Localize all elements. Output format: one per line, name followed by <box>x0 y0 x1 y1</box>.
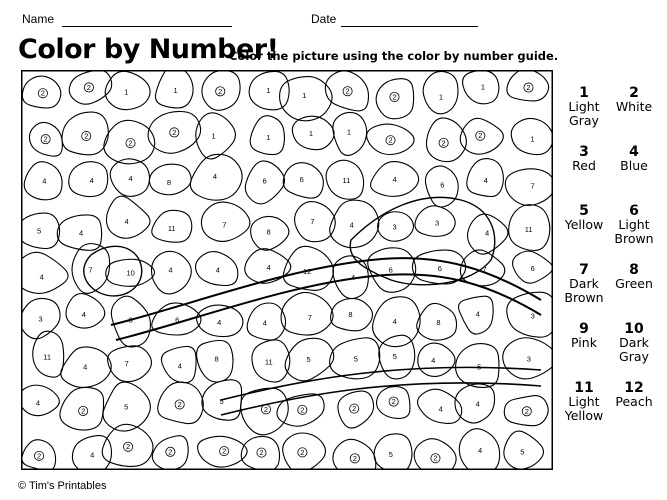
region-number: 2 <box>126 442 131 452</box>
region-number: 5 <box>392 352 397 362</box>
picture-region <box>418 343 455 376</box>
legend-color-name: Dark <box>619 335 649 350</box>
region-number: 8 <box>166 177 172 187</box>
legend-number: 4 <box>629 144 639 160</box>
legend-item-4 <box>606 145 662 173</box>
region-number: 2 <box>526 83 531 93</box>
name-label: Name <box>22 12 55 26</box>
picture-region <box>292 116 334 150</box>
region-number: 4 <box>89 176 94 186</box>
legend-number: 12 <box>624 380 644 396</box>
legend-color-name: Blue <box>620 158 648 173</box>
region-number: 2 <box>300 405 305 415</box>
legend-number: 1 <box>579 85 589 101</box>
region-number: 3 <box>526 354 531 364</box>
region-number: 11 <box>264 357 273 367</box>
picture-region <box>505 169 553 206</box>
region-number: 1 <box>124 87 129 97</box>
legend-number: 7 <box>579 262 589 278</box>
region-number: 8 <box>128 315 133 325</box>
region-number: 5 <box>388 450 393 460</box>
region-number: 2 <box>388 135 393 145</box>
region-number: 3 <box>434 218 440 228</box>
instructions-text: Color the picture using the color by number guide. <box>229 49 559 63</box>
region-number: 1 <box>480 82 486 92</box>
region-number: 4 <box>262 318 267 328</box>
region-number: 11 <box>43 352 52 362</box>
region-number: 4 <box>215 265 220 275</box>
region-number: 2 <box>524 406 529 416</box>
legend-number: 10 <box>624 321 644 337</box>
legend-item-10 <box>606 322 662 364</box>
region-number: 7 <box>222 220 227 230</box>
region-number: 7 <box>482 265 487 275</box>
legend-item-1 <box>556 86 612 128</box>
region-number: 2 <box>263 404 269 414</box>
region-number: 2 <box>478 131 483 141</box>
region-number: 5 <box>477 362 482 372</box>
legend-item-11 <box>556 381 612 423</box>
region-number: 6 <box>530 264 535 274</box>
region-number: 2 <box>177 399 182 409</box>
legend-item-5 <box>556 204 612 232</box>
region-number: 1 <box>308 129 314 139</box>
legend-item-2 <box>606 86 662 114</box>
region-number: 6 <box>388 265 393 275</box>
region-number: 2 <box>172 127 177 137</box>
legend-color-name: Peach <box>615 394 653 409</box>
region-number: 2 <box>36 451 42 461</box>
legend-color-name: Pink <box>571 335 597 350</box>
region-number: 12 <box>302 266 312 276</box>
region-number: 5 <box>306 354 311 364</box>
region-number: 5 <box>124 402 129 412</box>
region-number: 3 <box>530 311 535 321</box>
picture-region <box>295 202 336 242</box>
region-number: 4 <box>349 220 354 230</box>
region-number: 4 <box>438 404 443 414</box>
legend-item-7 <box>556 263 612 305</box>
region-number: 1 <box>266 85 271 95</box>
region-number: 1 <box>302 91 307 101</box>
region-number: 4 <box>81 309 86 319</box>
legend-color-name: Gray <box>619 349 649 364</box>
region-number: 4 <box>124 217 129 227</box>
region-number: 4 <box>128 173 133 183</box>
legend-color-name: Dark <box>569 276 599 291</box>
picture-region <box>374 434 412 470</box>
legend-item-12 <box>606 381 662 409</box>
legend-color-name: White <box>615 99 653 114</box>
legend-color-name: Green <box>615 276 653 291</box>
region-number: 2 <box>128 138 133 148</box>
region-number: 1 <box>530 134 535 144</box>
region-number: 2 <box>300 447 305 457</box>
legend-number: 9 <box>579 321 589 337</box>
region-number: 2 <box>40 88 45 98</box>
region-number: 8 <box>214 354 219 364</box>
legend-item-9 <box>556 322 612 350</box>
region-number: 4 <box>168 265 173 275</box>
region-number: 3 <box>38 314 43 324</box>
legend-color-name: Red <box>572 158 596 173</box>
region-number: 7 <box>530 181 535 191</box>
picture-region <box>108 346 152 382</box>
picture-region <box>21 252 68 293</box>
region-number: 8 <box>348 309 353 319</box>
region-number: 7 <box>307 312 312 322</box>
region-number: 1 <box>211 131 216 141</box>
legend-item-6 <box>606 204 662 246</box>
region-number: 2 <box>218 86 223 96</box>
date-field-line[interactable] <box>341 26 478 27</box>
picture-region <box>21 385 59 416</box>
page-title: Color by Number! <box>18 34 279 65</box>
region-number: 11 <box>342 175 351 185</box>
picture-region <box>221 383 541 415</box>
region-number: 2 <box>391 397 396 407</box>
region-number: 6 <box>299 175 304 185</box>
region-number: 4 <box>483 175 488 185</box>
picture-region <box>330 200 379 247</box>
region-number: 2 <box>259 448 264 458</box>
legend-color-name: Yellow <box>564 217 604 232</box>
region-number: 1 <box>266 133 271 143</box>
color-guide <box>556 86 666 440</box>
region-number: 2 <box>81 406 86 416</box>
region-number: 6 <box>440 180 445 190</box>
copyright-footer: © Tim's Printables <box>18 480 107 492</box>
region-number: 6 <box>262 176 267 186</box>
region-number: 2 <box>352 404 357 414</box>
region-number: 2 <box>43 134 48 144</box>
region-number: 11 <box>167 223 176 233</box>
region-number: 4 <box>35 398 41 408</box>
region-number: 4 <box>475 399 480 409</box>
region-number: 6 <box>437 264 442 274</box>
legend-color-name: Yellow <box>564 408 604 423</box>
region-number: 4 <box>78 228 84 238</box>
region-number: 4 <box>212 172 218 182</box>
legend-number: 8 <box>629 262 639 278</box>
region-number: 3 <box>392 222 397 232</box>
region-number: 7 <box>124 358 129 368</box>
region-number: 11 <box>524 224 533 234</box>
region-number: 2 <box>222 446 227 456</box>
legend-color-name: Light <box>568 394 600 409</box>
region-number: 10 <box>126 268 135 278</box>
region-number: 2 <box>168 447 173 457</box>
region-number: 4 <box>477 446 483 456</box>
legend-color-name: Light <box>618 217 650 232</box>
region-number: 7 <box>310 217 315 227</box>
date-label: Date <box>311 12 337 26</box>
legend-item-3 <box>556 145 612 173</box>
region-number: 4 <box>39 272 44 282</box>
legend-color-name: Brown <box>564 290 604 305</box>
region-number: 4 <box>266 262 271 272</box>
region-number: 4 <box>177 361 182 371</box>
region-number: 4 <box>351 273 356 283</box>
region-number: 8 <box>266 227 271 237</box>
region-number: 5 <box>36 226 42 236</box>
legend-item-8 <box>606 263 662 291</box>
coloring-picture <box>21 70 553 470</box>
region-number: 5 <box>219 397 224 407</box>
region-number: 1 <box>438 92 444 102</box>
region-number: 4 <box>431 356 436 366</box>
legend-number: 5 <box>579 203 589 219</box>
region-number: 1 <box>173 85 178 95</box>
region-number: 5 <box>353 354 358 364</box>
region-number: 2 <box>345 86 350 96</box>
name-field-line[interactable] <box>62 26 232 27</box>
region-number: 2 <box>441 138 446 148</box>
legend-number: 3 <box>579 144 589 160</box>
region-number: 2 <box>352 453 357 463</box>
legend-color-name: Brown <box>614 231 654 246</box>
region-number: 7 <box>88 265 93 275</box>
picture-region <box>69 162 108 197</box>
region-number: 4 <box>83 362 88 372</box>
region-number: 4 <box>484 228 490 238</box>
region-number: 2 <box>392 92 397 102</box>
region-number: 4 <box>42 176 47 186</box>
region-number: 6 <box>175 315 180 325</box>
legend-color-name: Light <box>568 99 600 114</box>
region-number: 4 <box>475 309 480 319</box>
region-number: 1 <box>346 127 352 137</box>
region-number: 2 <box>433 453 438 463</box>
region-number: 4 <box>392 316 397 326</box>
legend-number: 2 <box>629 85 639 101</box>
legend-number: 11 <box>574 380 594 396</box>
region-number: 4 <box>217 317 222 327</box>
legend-number: 6 <box>629 203 639 219</box>
region-number: 5 <box>520 447 525 457</box>
legend-color-name: Gray <box>569 113 599 128</box>
region-number: 4 <box>90 450 95 460</box>
region-number: 8 <box>436 318 441 328</box>
region-number: 4 <box>392 175 397 185</box>
region-number: 2 <box>84 131 89 141</box>
region-number: 2 <box>86 82 91 92</box>
